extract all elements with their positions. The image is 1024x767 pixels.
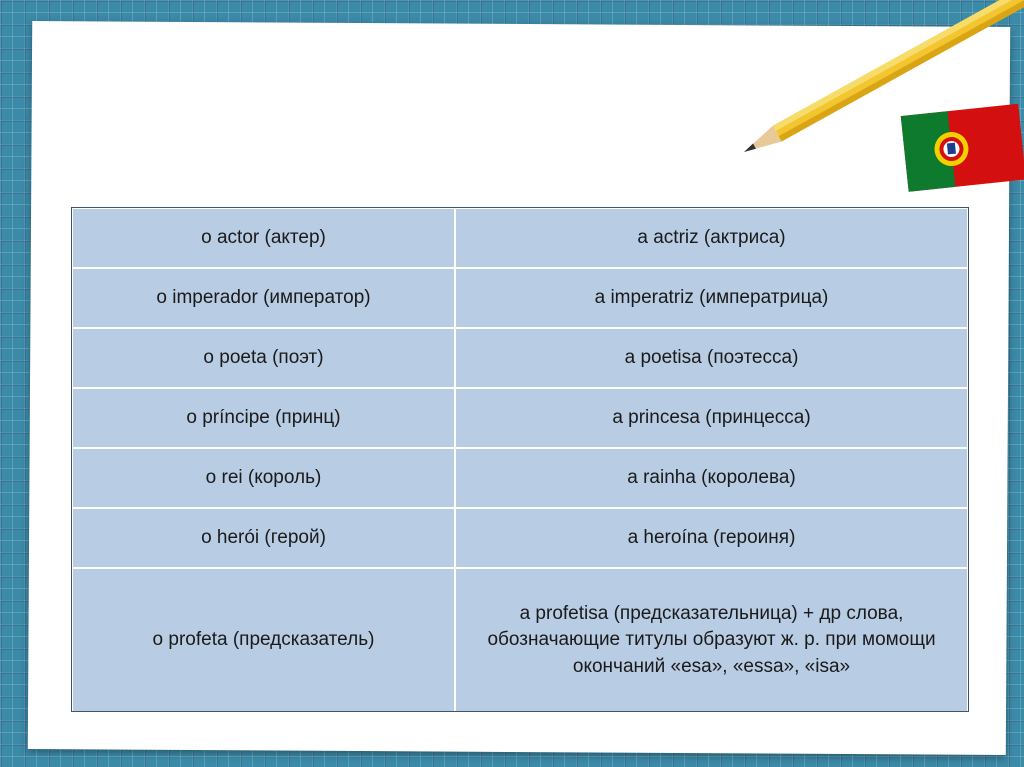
portugal-flag-icon (898, 96, 1024, 192)
masculine-cell: o rei (король) (72, 448, 455, 508)
table-row (72, 448, 968, 508)
masculine-cell: o príncipe (принц) (72, 388, 455, 448)
feminine-cell: a imperatriz (императрица) (455, 268, 968, 328)
masculine-cell: o imperador (император) (72, 268, 455, 328)
masculine-cell: o herói (герой) (72, 508, 455, 568)
feminine-cell: a rainha (королева) (455, 448, 968, 508)
gender-nouns-table (71, 207, 969, 714)
masculine-cell: o actor (актер) (72, 208, 455, 268)
feminine-cell: a heroína (героиня) (455, 508, 968, 568)
feminine-cell: a poetisa (поэтесса) (455, 328, 968, 388)
feminine-cell: a profetisa (предсказательница) + др слова, обозначающие титулы образуют ж. р. при момощи окончаний «esa», «essa», «isa» (455, 568, 968, 713)
feminine-cell: a princesa (принцесса) (455, 388, 968, 448)
table-row (72, 268, 968, 328)
feminine-cell: a actriz (актриса) (455, 208, 968, 268)
table-row (72, 388, 968, 448)
masculine-cell: o profeta (предсказатель) (72, 568, 455, 713)
table-row (72, 568, 968, 713)
table-row (72, 508, 968, 568)
masculine-cell: o poeta (поэт) (72, 328, 455, 388)
table-row (72, 208, 968, 268)
table-row (72, 328, 968, 388)
